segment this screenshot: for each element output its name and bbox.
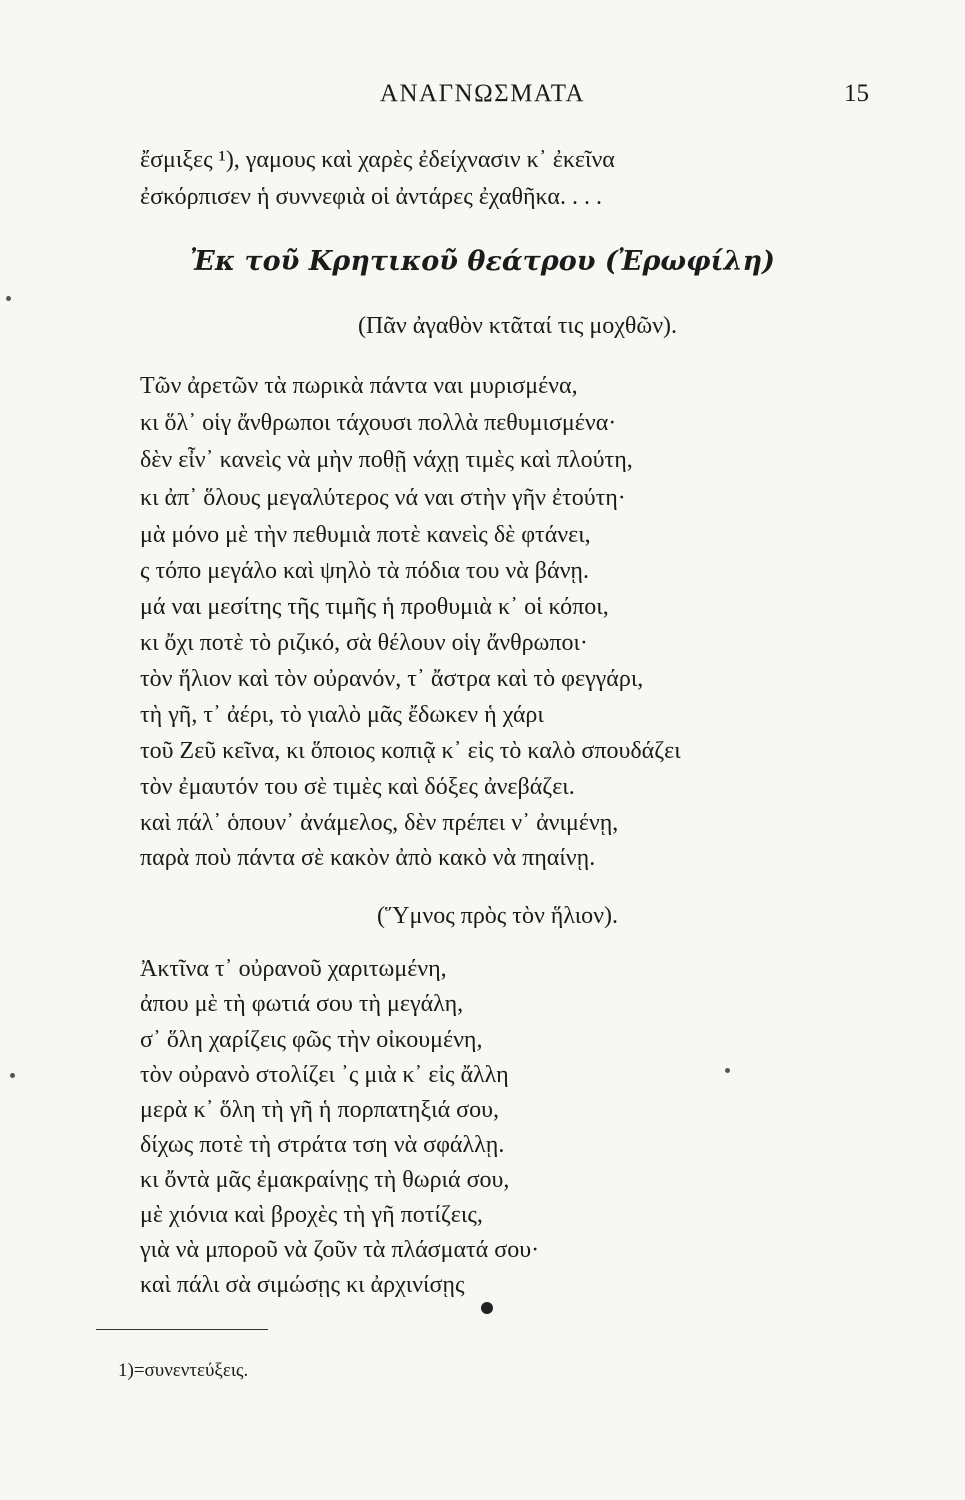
- section-heading: Ἐκ τοῦ Κρητικοῦ θεάτρου (Ἐρωφίλη): [190, 246, 775, 277]
- intro-line: ἔσμιξες ¹), γαμους καὶ χαρὲς ἐδείχνασιν κ᾽ ἐκεῖνα: [140, 147, 615, 173]
- verse-line: δίχως ποτὲ τὴ στράτα τση νὰ σφάλλῃ.: [140, 1132, 505, 1158]
- scan-speck: [725, 1068, 730, 1073]
- verse-line: μὰ μόνο μὲ τὴν πεθυμιὰ ποτὲ κανεὶς δὲ φτάνει,: [140, 522, 591, 548]
- section-subtitle: (Πᾶν ἀγαθὸν κτᾶταί τις μοχθῶν).: [357, 313, 678, 339]
- verse-line: τοῦ Ζεῦ κεῖνα, κι ὅποιος κοπιᾷ κ᾽ εἰς τὸ καλὸ σπουδάζει: [140, 738, 681, 764]
- verse-line: ἀπου μὲ τὴ φωτιά σου τὴ μεγάλη,: [140, 991, 464, 1017]
- verse-line: μερὰ κ᾽ ὅλη τὴ γῆ ἡ πορπατηξιά σου,: [140, 1097, 499, 1123]
- verse-line: δὲν εἶν᾽ κανεὶς νὰ μὴν ποθῇ νάχῃ τιμὲς καὶ πλούτη,: [140, 447, 633, 473]
- verse-line: μά ναι μεσίτης τῆς τιμῆς ἡ προθυμιὰ κ᾽ οἱ κόποι,: [140, 594, 609, 620]
- ornament-dot: [481, 1302, 493, 1314]
- verse-line: κι ὄντὰ μᾶς ἐμακραίνῃς τὴ θωριά σου,: [140, 1167, 510, 1193]
- intro-line: ἐσκόρπισεν ἡ συννεφιὰ οἱ ἀντάρες ἐχαθῆκα. . . .: [140, 184, 602, 210]
- verse-line: καὶ πάλ᾽ ὁπουν᾽ ἀνάμελος, δὲν πρέπει ν᾽ ἀνιμένῃ,: [140, 810, 619, 836]
- footnote-rule: [96, 1329, 268, 1330]
- verse-line: τὴ γῆ, τ᾽ ἀέρι, τὸ γιαλὸ μᾶς ἔδωκεν ἡ χάρι: [140, 702, 544, 728]
- verse-line: κι ὄχι ποτὲ τὸ ριζικό, σὰ θέλουν οἱγ ἄνθρωποι·: [140, 630, 588, 656]
- scan-speck: [6, 296, 11, 301]
- verse-line: κι ἀπ᾽ ὅλους μεγαλύτερος νά ναι στὴν γῆν ἐτούτη·: [140, 485, 626, 511]
- verse-line: τὸν οὐρανὸ στολίζει ᾽ς μιὰ κ᾽ εἰς ἄλλη: [140, 1062, 509, 1088]
- footnote: 1)=συνεντεύξεις.: [118, 1360, 249, 1381]
- verse-line: σ᾽ ὅλη χαρίζεις φῶς τὴν οἰκουμένη,: [140, 1027, 483, 1053]
- verse-line: τὸν ἐμαυτόν του σὲ τιμὲς καὶ δόξες ἀνεβάζει.: [140, 774, 575, 800]
- verse-line: καὶ πάλι σὰ σιμώσῃς κι ἀρχινίσῃς: [140, 1272, 465, 1298]
- verse-line: μὲ χιόνια καὶ βροχὲς τὴ γῆ ποτίζεις,: [140, 1202, 483, 1228]
- verse-line: παρὰ ποὺ πάντα σὲ κακὸν ἀπὸ κακὸ νὰ πηαίνῃ.: [140, 845, 596, 871]
- verse-line: Τῶν ἀρετῶν τὰ πωρικὰ πάντα ναι μυρισμένα,: [140, 373, 578, 399]
- verse-line: γιὰ νὰ μποροῦ νὰ ζοῦν τὰ πλάσματά σου·: [140, 1237, 540, 1263]
- verse-line: Ἀκτῖνα τ᾽ οὐρανοῦ χαριτωμένη,: [140, 956, 447, 982]
- hymn-subtitle: (Ὕμνος πρὸς τὸν ἥλιον).: [377, 903, 618, 929]
- verse-line: κι ὅλ᾽ οἱγ ἄνθρωποι τάχουσι πολλὰ πεθυμισμένα·: [140, 410, 617, 436]
- page-header: [0, 78, 965, 118]
- running-title: ΑΝΑΓΝΩΣΜΑΤΑ: [379, 80, 586, 107]
- verse-line: τὸν ἥλιον καὶ τὸν οὐρανόν, τ᾽ ἄστρα καὶ τὸ φεγγάρι,: [140, 666, 644, 692]
- scan-speck: [10, 1073, 15, 1078]
- page-number: 15: [844, 80, 869, 107]
- verse-line: ς τόπο μεγάλο καὶ ψηλὸ τὰ πόδια του νὰ βάνῃ.: [140, 558, 589, 584]
